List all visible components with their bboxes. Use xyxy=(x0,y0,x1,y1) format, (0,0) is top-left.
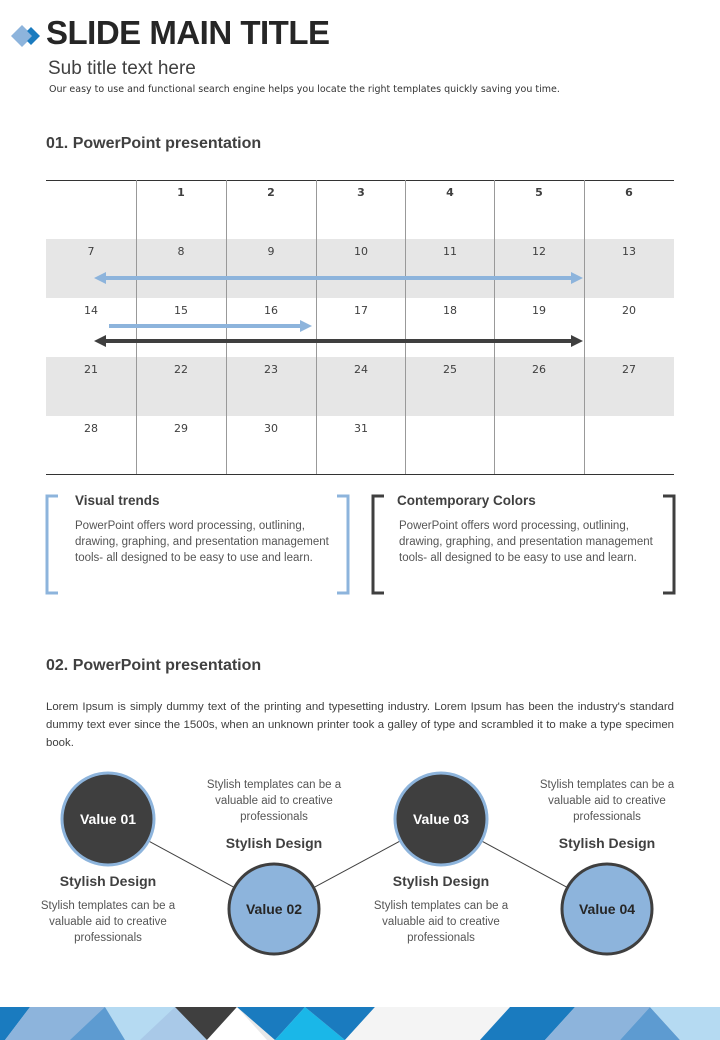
calendar-day-cell: 21 xyxy=(84,363,98,376)
calendar-day-cell: 11 xyxy=(443,245,457,258)
calendar-day-cell: 30 xyxy=(264,422,278,435)
calendar-day-cell: 17 xyxy=(354,304,368,317)
calendar-day-cell: 15 xyxy=(174,304,188,317)
box2-title: Contemporary Colors xyxy=(397,493,536,508)
calendar-day-cell: 31 xyxy=(354,422,368,435)
slide-description: Our easy to use and functional search engine helps you locate the right templates quickly saving you time. xyxy=(49,84,560,95)
calendar-day-cell: 14 xyxy=(84,304,98,317)
calendar-day-cell: 18 xyxy=(443,304,457,317)
slide-title: SLIDE MAIN TITLE xyxy=(46,14,330,51)
calendar-day-cell: 8 xyxy=(177,245,185,258)
value-01-label: Value 01 xyxy=(79,811,137,827)
calendar-day-cell: 23 xyxy=(264,363,278,376)
slide-subtitle: Sub title text here xyxy=(48,58,196,79)
box1-title: Visual trends xyxy=(75,493,160,508)
calendar-header-cell: 5 xyxy=(535,186,543,199)
section2-title: 02. PowerPoint presentation xyxy=(46,657,262,674)
calendar-day-cell: 9 xyxy=(267,245,275,258)
calendar-header-cell: 6 xyxy=(625,186,633,199)
calendar-day-cell: 12 xyxy=(532,245,546,258)
box1-body: PowerPoint offers word processing, outlining, drawing, graphing, and presentation management tools- all designed to be easy to use and learn. xyxy=(75,520,329,564)
value-03-text: Stylish templates can be a valuable aid to creative professionals xyxy=(373,900,509,944)
value-02-label: Value 02 xyxy=(245,901,303,917)
calendar-day-cell: 20 xyxy=(622,304,636,317)
section2-body: Lorem Ipsum is simply dummy text of the printing and typesetting industry. Lorem Ipsum has been the industry's standard dummy text ever since the 1500s, when an unknown printer took a galley of type and scrambled it to make a type specimen book. xyxy=(46,701,674,749)
calendar-day-cell: 22 xyxy=(174,363,188,376)
calendar-day-cell: 19 xyxy=(532,304,546,317)
value-04-label: Value 04 xyxy=(578,901,636,917)
calendar-day-cell: 25 xyxy=(443,363,457,376)
calendar-day-cell: 26 xyxy=(532,363,546,376)
calendar-day-cell: 10 xyxy=(354,245,368,258)
value-01-text: Stylish templates can be a valuable aid to creative professionals xyxy=(40,900,176,944)
calendar-day-cell: 16 xyxy=(264,304,278,317)
calendar-header-cell: 3 xyxy=(357,186,365,199)
value-04-text: Stylish templates can be a valuable aid to creative professionals xyxy=(539,779,675,823)
calendar-day-cell: 29 xyxy=(174,422,188,435)
box2-body: PowerPoint offers word processing, outlining, drawing, graphing, and presentation management tools- all designed to be easy to use and learn. xyxy=(399,520,653,564)
calendar-day-cell: 7 xyxy=(87,245,95,258)
value-02-heading: Stylish Design xyxy=(225,835,323,851)
calendar-day-cell: 13 xyxy=(622,245,636,258)
value-04-heading: Stylish Design xyxy=(558,835,656,851)
value-02-text: Stylish templates can be a valuable aid to creative professionals xyxy=(206,779,342,823)
value-03-heading: Stylish Design xyxy=(392,873,490,889)
section1-title: 01. PowerPoint presentation xyxy=(46,135,262,152)
calendar-day-cell: 24 xyxy=(354,363,368,376)
calendar-day-cell: 27 xyxy=(622,363,636,376)
calendar-header-cell: 4 xyxy=(446,186,454,199)
calendar-header-cell: 1 xyxy=(177,186,185,199)
value-01-heading: Stylish Design xyxy=(59,873,157,889)
calendar-day-cell: 28 xyxy=(84,422,98,435)
calendar-header-cell: 2 xyxy=(267,186,275,199)
value-03-label: Value 03 xyxy=(412,811,470,827)
footer-triangle-band xyxy=(0,1007,720,1040)
